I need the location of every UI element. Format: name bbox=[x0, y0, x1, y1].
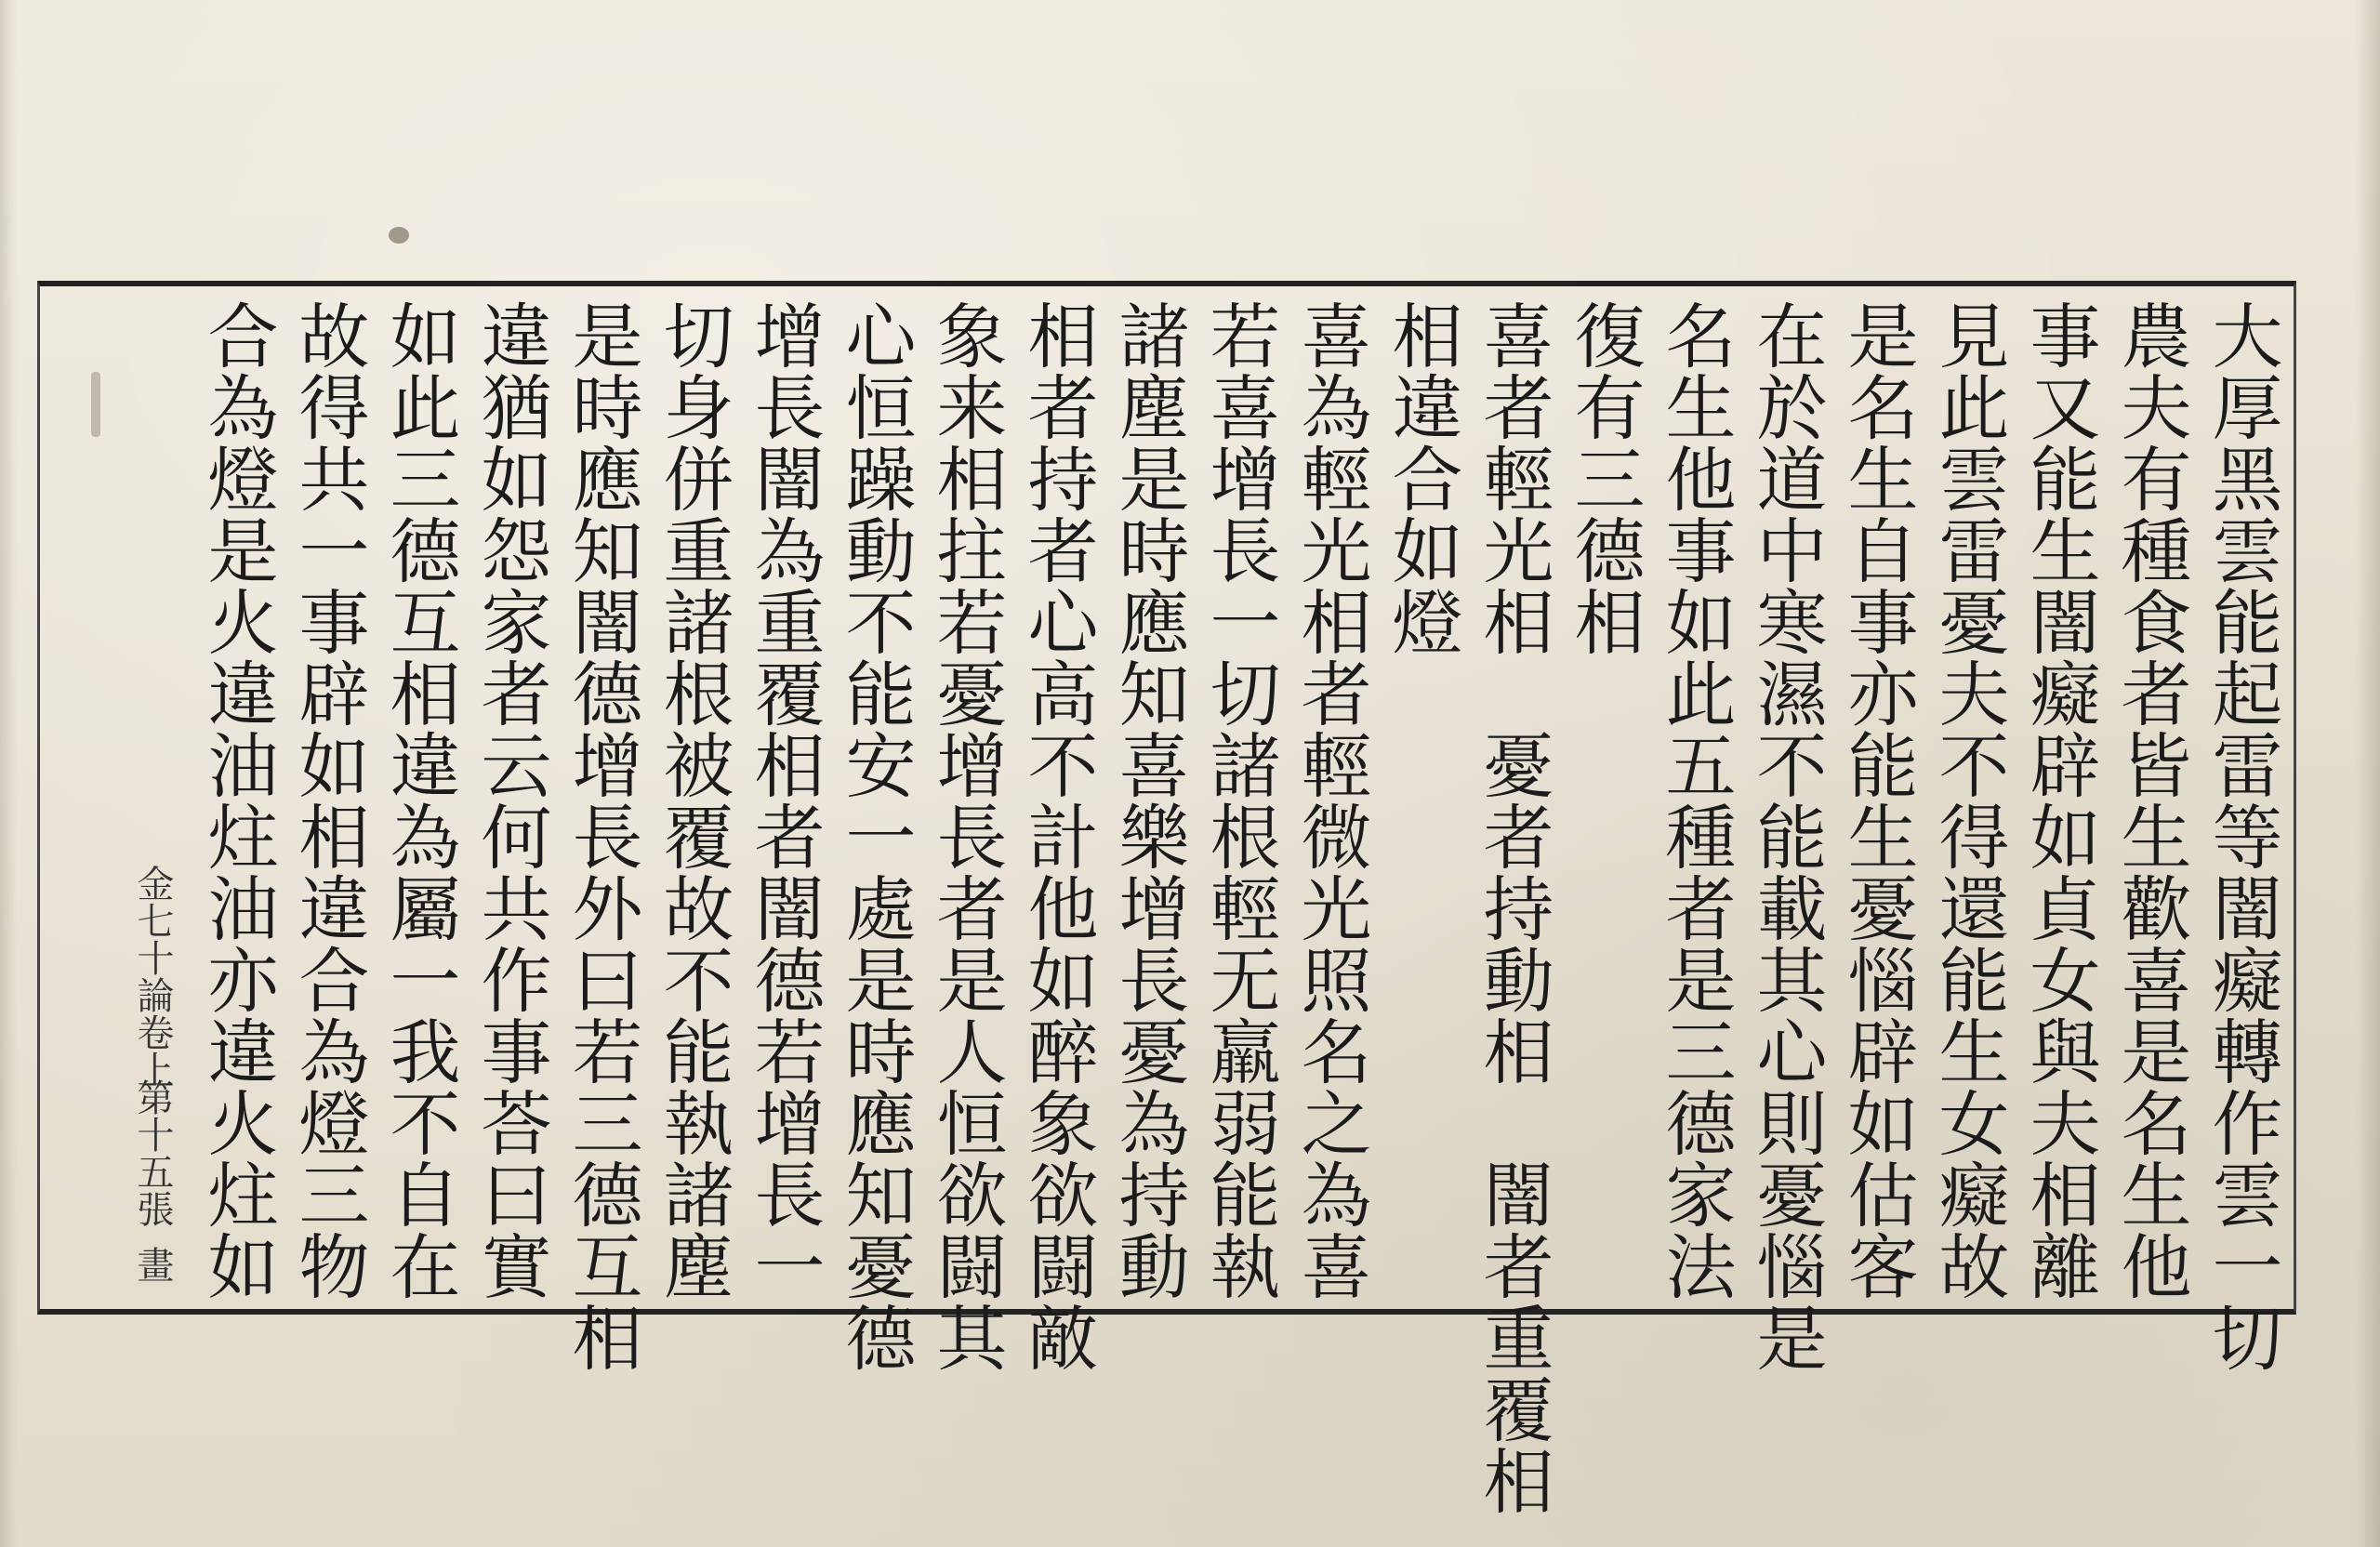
margin-title: 金七十論卷上 bbox=[131, 865, 174, 1088]
text-column: 喜者輕光相 憂者持動相 闇者重覆相 bbox=[1472, 299, 1554, 1516]
text-column: 事又能生闇癡辟如貞女與夫相離 bbox=[2018, 299, 2101, 1302]
text-column: 大厚黑雲能起雷等闇癡轉作雲一切 bbox=[2201, 299, 2283, 1373]
text-column: 故得共一事辟如相違合為燈三物 bbox=[287, 299, 370, 1302]
text-column: 是時應知闇德增長外曰若三德互相 bbox=[561, 299, 643, 1373]
margin-mark: 畫 bbox=[131, 1246, 174, 1283]
text-column: 見此雲雷憂夫不得還能生女癡故 bbox=[1927, 299, 2010, 1302]
text-column: 象来相拄若憂增長者是人恒欲闘其 bbox=[925, 299, 1008, 1373]
text-column: 心恒躁動不能安一處是時應知憂德 bbox=[834, 299, 917, 1373]
text-column: 切身併重諸根被覆故不能執諸塵 bbox=[652, 299, 734, 1302]
text-column: 相者持者心高不計他如醉象欲闘敵 bbox=[1016, 299, 1099, 1373]
worm-hole-mark bbox=[389, 227, 409, 244]
page-left-edge bbox=[0, 0, 17, 1547]
text-column: 如此三德互相違為屬一我不自在 bbox=[378, 299, 461, 1302]
text-column: 復有三德相 bbox=[1563, 299, 1646, 657]
text-column: 若喜增長一切諸根輕无羸弱能執 bbox=[1198, 299, 1281, 1302]
text-column: 是名生自事亦能生憂惱辟如估客 bbox=[1836, 299, 1919, 1302]
text-column: 合為燈是火違油炷油亦違火炷如 bbox=[196, 299, 279, 1302]
text-column: 相違合如燈 bbox=[1381, 299, 1463, 657]
text-column: 在於道中寒濕不能載其心則憂惱是 bbox=[1745, 299, 1828, 1373]
text-column: 諸塵是時應知喜樂增長憂為持動 bbox=[1107, 299, 1190, 1302]
margin-page-number: 第十五張 bbox=[131, 1078, 174, 1227]
text-column: 農夫有種食者皆生歡喜是名生他 bbox=[2109, 299, 2192, 1302]
page-fold-shadow bbox=[2356, 0, 2380, 1547]
text-column: 增長闇為重覆相者闇德若增長一 bbox=[743, 299, 826, 1302]
text-column: 喜為輕光相者輕微光照名之為喜 bbox=[1289, 299, 1372, 1302]
text-column: 名生他事如此五種者是三德家法 bbox=[1654, 299, 1737, 1302]
text-column: 違猶如怨家者云何共作事荅曰實 bbox=[469, 299, 552, 1302]
